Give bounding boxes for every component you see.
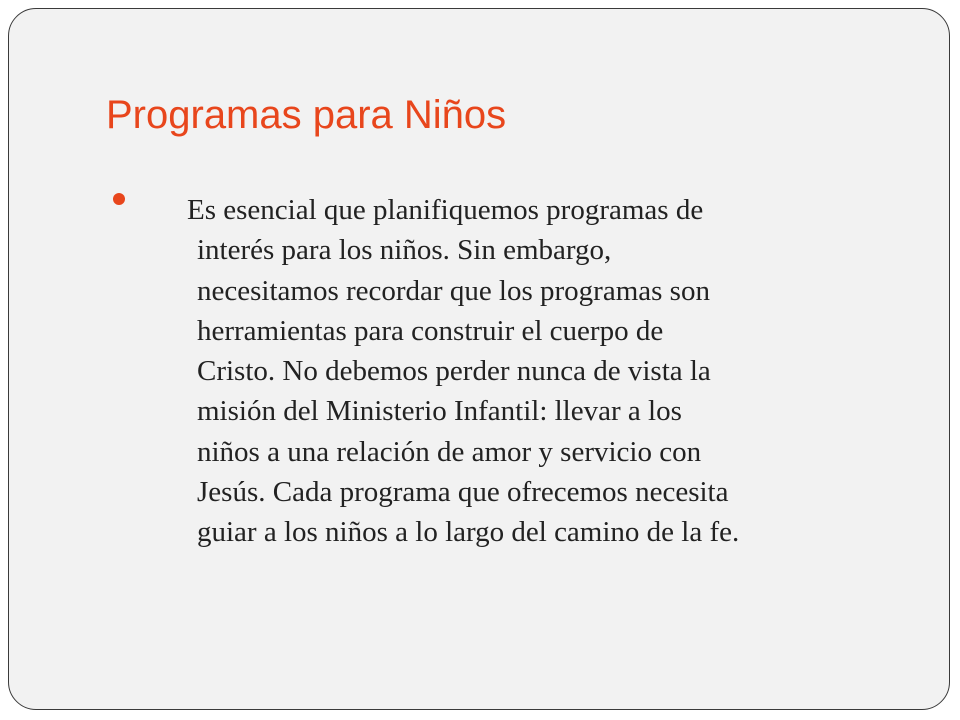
bullet-line: Cristo. No debemos perder nunca de vista la: [197, 355, 711, 388]
bullet-dot-icon: [113, 193, 125, 205]
slide-title: Programas para Niños: [106, 93, 507, 137]
bullet-line: Es esencial que planifiquemos programas de: [187, 194, 704, 226]
bullet-line: misión del Ministerio Infantil: llevar a los: [197, 395, 682, 428]
bullet-text: [187, 190, 927, 553]
bullet-line: herramientas para construir el cuerpo de: [197, 314, 664, 347]
bullet-line: interés para los niños. Sin embargo,: [197, 234, 612, 267]
bullet-line: Jesús. Cada programa que ofrecemos necesita: [197, 476, 729, 509]
bullet-line: niños a una relación de amor y servicio con: [197, 435, 702, 468]
slide: [8, 8, 950, 710]
bullet-line: guiar a los niños a lo largo del camino de la fe.: [197, 516, 740, 549]
bullet-line: necesitamos recordar que los programas son: [197, 274, 710, 307]
